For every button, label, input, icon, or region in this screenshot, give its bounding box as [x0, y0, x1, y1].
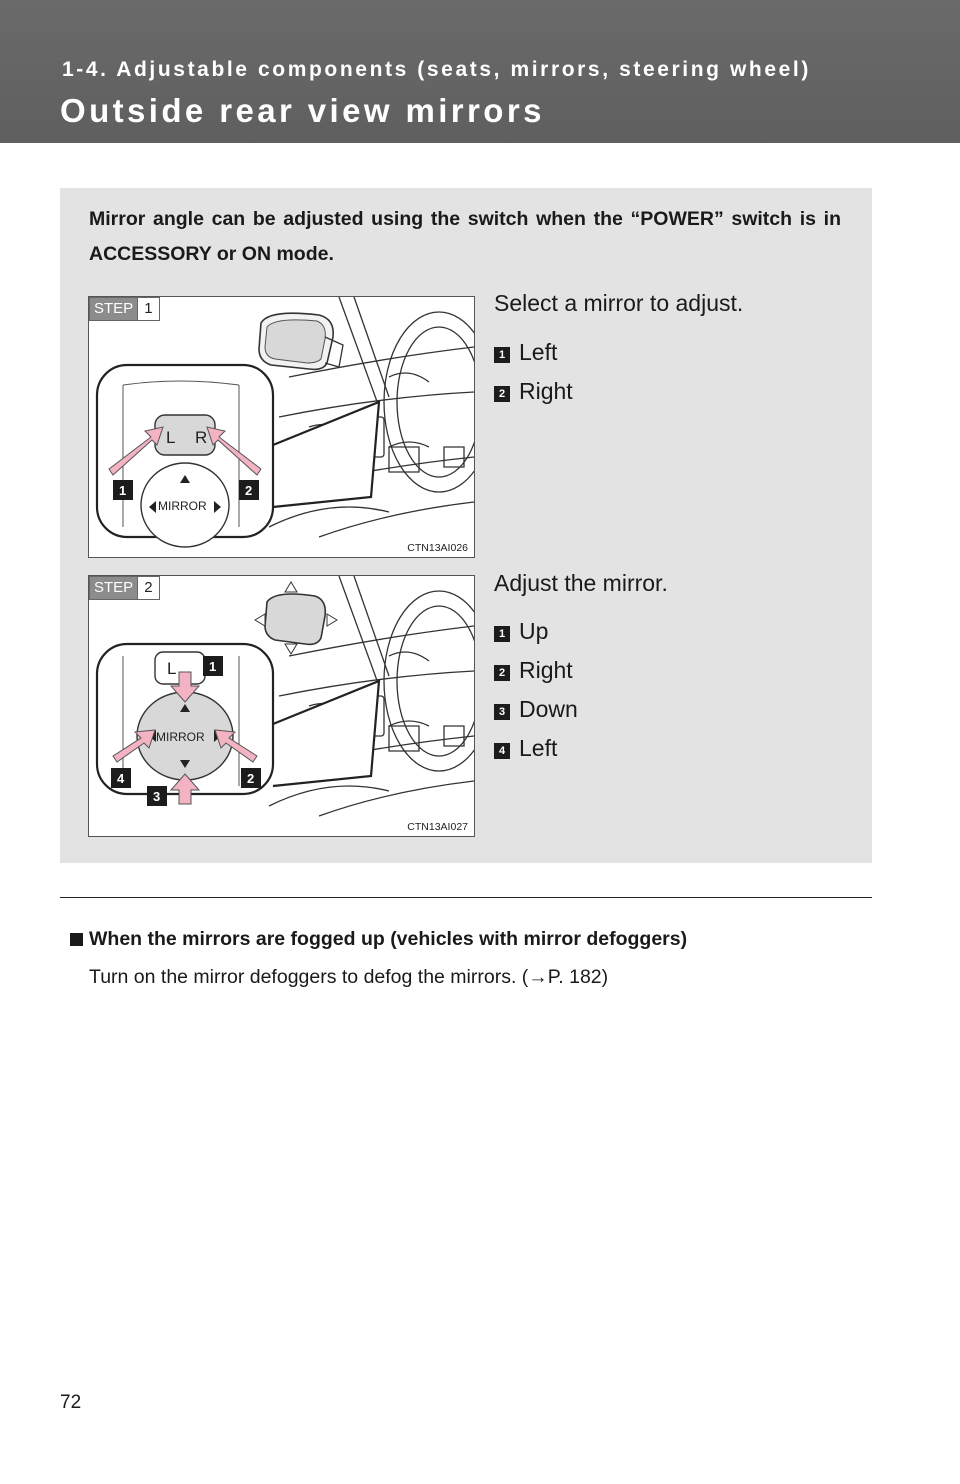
- note-body: Turn on the mirror defoggers to defog the mirrors. (→P. 182): [89, 966, 609, 988]
- callout-1: 1: [209, 659, 217, 674]
- mirror-switch-label: MIRROR: [158, 499, 207, 513]
- step1-text: Select a mirror to adjust.: [494, 290, 744, 316]
- switch-l-label: L: [167, 659, 177, 678]
- step1-illustration: [89, 297, 474, 557]
- section-divider: [60, 897, 872, 898]
- step2-text: Adjust the mirror.: [494, 570, 668, 596]
- chapter-header: [0, 0, 960, 143]
- page-number: 72: [60, 1392, 82, 1413]
- mirror-switch-callout: [97, 644, 379, 806]
- switch-l-label: L: [166, 428, 176, 447]
- figure-code: CTN13AI026: [407, 542, 468, 554]
- switch-r-label: R: [195, 428, 208, 447]
- callout-4: 4: [117, 771, 125, 786]
- step2-item: 4 Left: [494, 735, 557, 762]
- page-title: Outside rear view mirrors: [60, 92, 545, 129]
- step2-illustration: [89, 576, 474, 836]
- number-icon: 2: [494, 386, 510, 402]
- square-bullet-icon: [70, 933, 83, 946]
- step2-item: 2 Right: [494, 657, 573, 684]
- step2-figure: [88, 575, 475, 837]
- step1-badge: STEP 1: [89, 297, 160, 321]
- number-icon: 3: [494, 704, 510, 720]
- section-title: 1-4. Adjustable components (seats, mirrors, steering wheel): [62, 58, 811, 81]
- mirror-switch-callout: [97, 365, 379, 547]
- number-icon: 4: [494, 743, 510, 759]
- callout-3: 3: [153, 789, 161, 804]
- number-icon: 2: [494, 665, 510, 681]
- figure-code: CTN13AI027: [407, 821, 468, 833]
- callout-2: 2: [245, 483, 253, 498]
- number-icon: 1: [494, 347, 510, 363]
- step2-item: 1 Up: [494, 618, 548, 645]
- number-icon: 1: [494, 626, 510, 642]
- callout-1: 1: [119, 483, 127, 498]
- step1-item: 2 Right: [494, 378, 573, 405]
- side-mirror-icon: [255, 582, 337, 654]
- side-mirror-icon: [259, 313, 343, 369]
- callout-2: 2: [247, 771, 255, 786]
- mirror-switch-label: MIRROR: [156, 730, 205, 744]
- step1-item: 1 Left: [494, 339, 557, 366]
- intro-text: Mirror angle can be adjusted using the switch when the “POWER” switch is in ACCESSORY or ON mode.: [89, 208, 841, 265]
- note-heading: When the mirrors are fogged up (vehicles with mirror defoggers): [70, 928, 687, 951]
- step2-item: 3 Down: [494, 696, 578, 723]
- step2-badge: STEP 2: [89, 576, 160, 600]
- step1-figure: [88, 296, 475, 558]
